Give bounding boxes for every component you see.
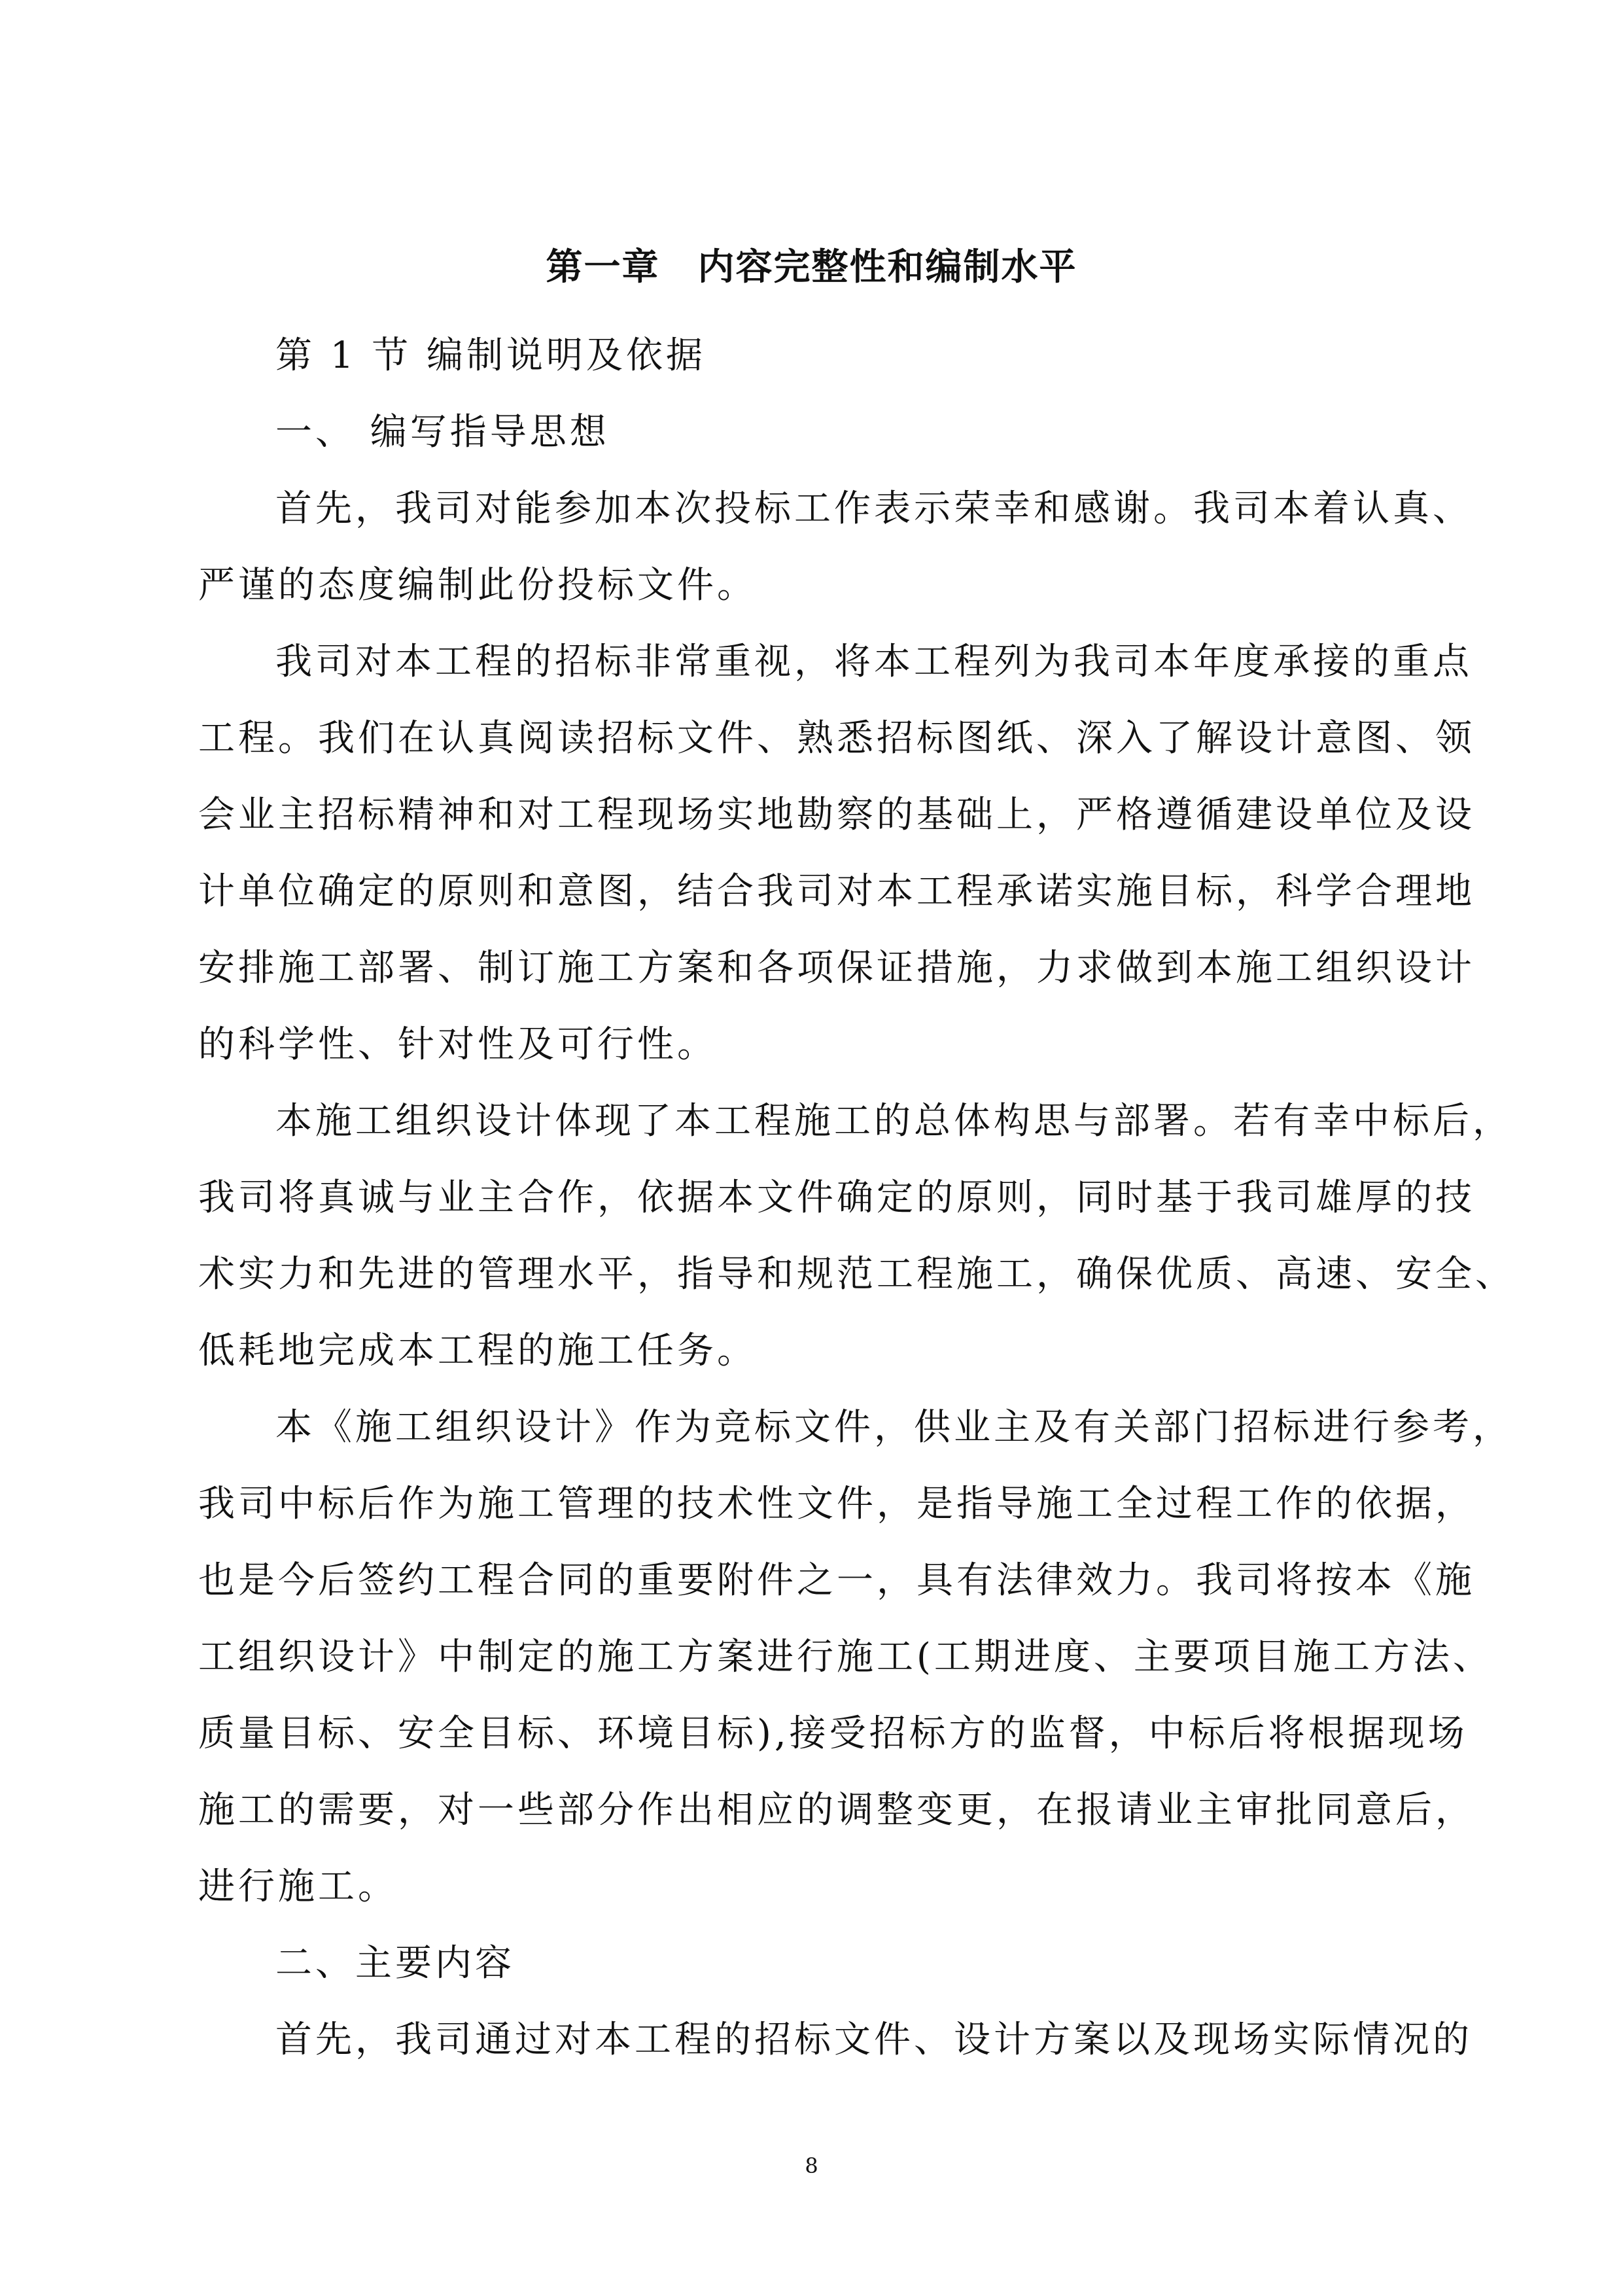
paragraph-line: 我司将真诚与业主合作，依据本文件确定的原则，同时基于我司雄厚的技	[198, 1176, 1475, 1219]
paragraph-line: 低耗地完成本工程的施工任务。	[198, 1330, 757, 1372]
paragraph-line: 工组织设计》中制定的施工方案进行施工(工期进度、主要项目施工方法、	[198, 1636, 1493, 1678]
paragraph-line: 工程。我们在认真阅读招标文件、熟悉招标图纸、深入了解设计意图、领	[198, 717, 1475, 760]
chapter-title: 第一章 内容完整性和编制水平	[546, 245, 1077, 289]
paragraph-line: 我司中标后作为施工管理的技术性文件，是指导施工全过程工作的依据，	[198, 1483, 1475, 1525]
paragraph-line: 质量目标、安全目标、环境目标),接受招标方的监督，中标后将根据现场	[198, 1712, 1468, 1755]
paragraph-line: 本施工组织设计体现了本工程施工的总体构思与部署。若有幸中标后，	[275, 1100, 1512, 1142]
body-text	[198, 317, 1515, 2078]
paragraph-line: 严谨的态度编制此份投标文件。	[198, 564, 757, 607]
paragraph-line: 计单位确定的原则和意图，结合我司对本工程承诺实施目标，科学合理地	[198, 870, 1475, 913]
paragraph-line: 施工的需要，对一些部分作出相应的调整变更，在报请业主审批同意后，	[198, 1789, 1475, 1831]
paragraph-line: 术实力和先进的管理水平，指导和规范工程施工，确保优质、高速、安全、	[198, 1253, 1515, 1296]
paragraph-line: 我司对本工程的招标非常重视，将本工程列为我司本年度承接的重点	[275, 641, 1473, 683]
subsection-heading-2: 二、主要内容	[275, 1942, 515, 1985]
paragraph-line: 本《施工组织设计》作为竞标文件，供业主及有关部门招标进行参考，	[275, 1406, 1512, 1449]
paragraph-line: 也是今后签约工程合同的重要附件之一，具有法律效力。我司将按本《施	[198, 1559, 1475, 1602]
paragraph-line: 的科学性、针对性及可行性。	[198, 1023, 717, 1066]
paragraph-line: 进行施工。	[198, 1865, 398, 1908]
paragraph-line: 安排施工部署、制订施工方案和各项保证措施，力求做到本施工组织设计	[198, 947, 1475, 989]
page-number: 8	[805, 2153, 818, 2178]
section-heading: 第 1 节 编制说明及依据	[275, 334, 707, 377]
paragraph-line: 会业主招标精神和对工程现场实地勘察的基础上，严格遵循建设单位及设	[198, 794, 1475, 836]
paragraph-line: 首先，我司对能参加本次投标工作表示荣幸和感谢。我司本着认真、	[275, 487, 1473, 530]
subsection-heading-1: 一、 编写指导思想	[275, 411, 610, 453]
paragraph-line: 首先，我司通过对本工程的招标文件、设计方案以及现场实际情况的	[275, 2019, 1473, 2061]
